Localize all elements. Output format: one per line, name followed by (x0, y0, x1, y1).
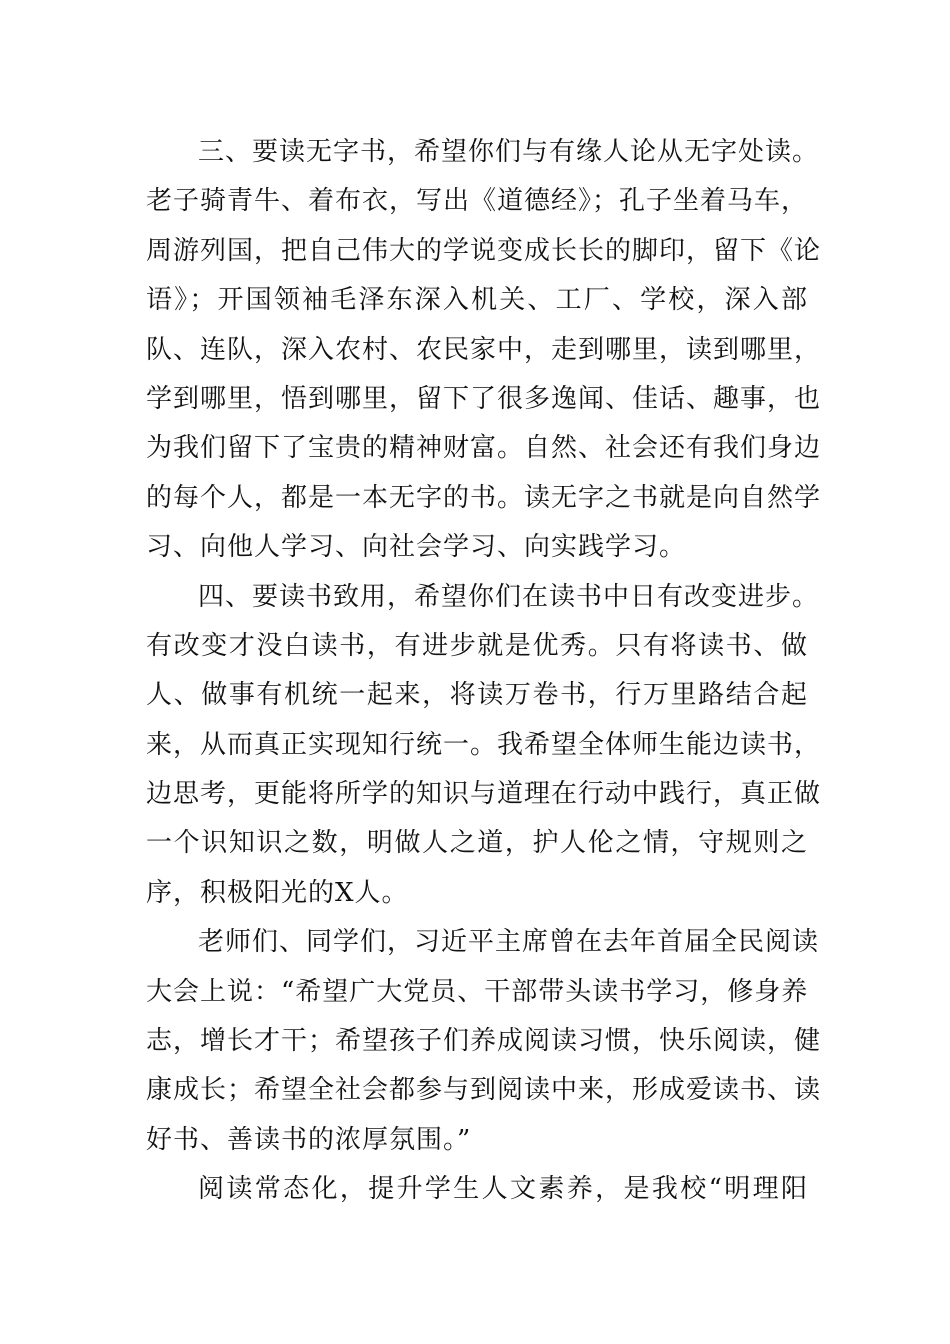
paragraph-3-line-8: 的每个人，都是一本无字的书。读无字之书就是向自然学 (146, 482, 822, 513)
paragraph-3-line-9: 习、向他人学习、向社会学习、向实践学习。 (146, 532, 687, 563)
paragraph-3-line-2: 老子骑青牛、着布衣，写出《道德经》；孔子坐着马车， (146, 186, 809, 217)
paragraph-6-line-1: 阅读常态化，提升学生人文素养，是我校“明理阳 (198, 1174, 808, 1205)
paragraph-3-line-6: 学到哪里，悟到哪里，留下了很多逸闻、佳话、趣事，也 (146, 383, 822, 414)
paragraph-5-line-1: 老师们、同学们，习近平主席曾在去年首届全民阅读 (198, 927, 820, 958)
paragraph-3-line-4: 语》；开国领袖毛泽东深入机关、工厂、学校，深入部 (146, 285, 808, 316)
body-text (146, 128, 822, 1215)
paragraph-5-line-2: 大会上说：“希望广大党员、干部带头读书学习，修身养 (146, 976, 809, 1007)
paragraph-5-line-3: 志，增长才干；希望孩子们养成阅读习惯，快乐阅读，健 (146, 1026, 822, 1057)
paragraph-4-line-2: 有改变才没白读书，有进步就是优秀。只有将读书、做 (146, 630, 808, 661)
paragraph-5-line-4: 康成长；希望全社会都参与到阅读中来，形成爱读书、读 (146, 1075, 822, 1106)
paragraph-4-line-5: 边思考，更能将所学的知识与道理在行动中践行，真正做 (146, 779, 822, 810)
paragraph-3-line-1: 三、要读无字书，希望你们与有缘人论从无字处读。 (198, 137, 820, 167)
paragraph-4-line-4: 来，从而真正实现知行统一。我希望全体师生能边读书， (146, 729, 822, 760)
paragraph-5-line-5: 好书、善读书的浓厚氛围。” (146, 1124, 472, 1155)
paragraph-4-line-3: 人、做事有机统一起来，将读万卷书，行万里路结合起 (146, 680, 808, 711)
paragraph-3-line-3: 周游列国，把自己伟大的学说变成长长的脚印，留下《论 (146, 235, 822, 266)
paragraph-4-line-7: 序，积极阳光的X人。 (146, 877, 409, 908)
paragraph-3-line-7: 为我们留下了宝贵的精神财富。自然、社会还有我们身边 (146, 433, 822, 464)
paragraph-4-line-6: 一个识知识之数，明做人之道，护人伦之情，守规则之 (146, 828, 808, 859)
paragraph-4-line-1: 四、要读书致用，希望你们在读书中日有改变进步。 (198, 581, 820, 612)
paragraph-3-line-5: 队、连队，深入农村、农民家中，走到哪里，读到哪里， (146, 334, 822, 365)
